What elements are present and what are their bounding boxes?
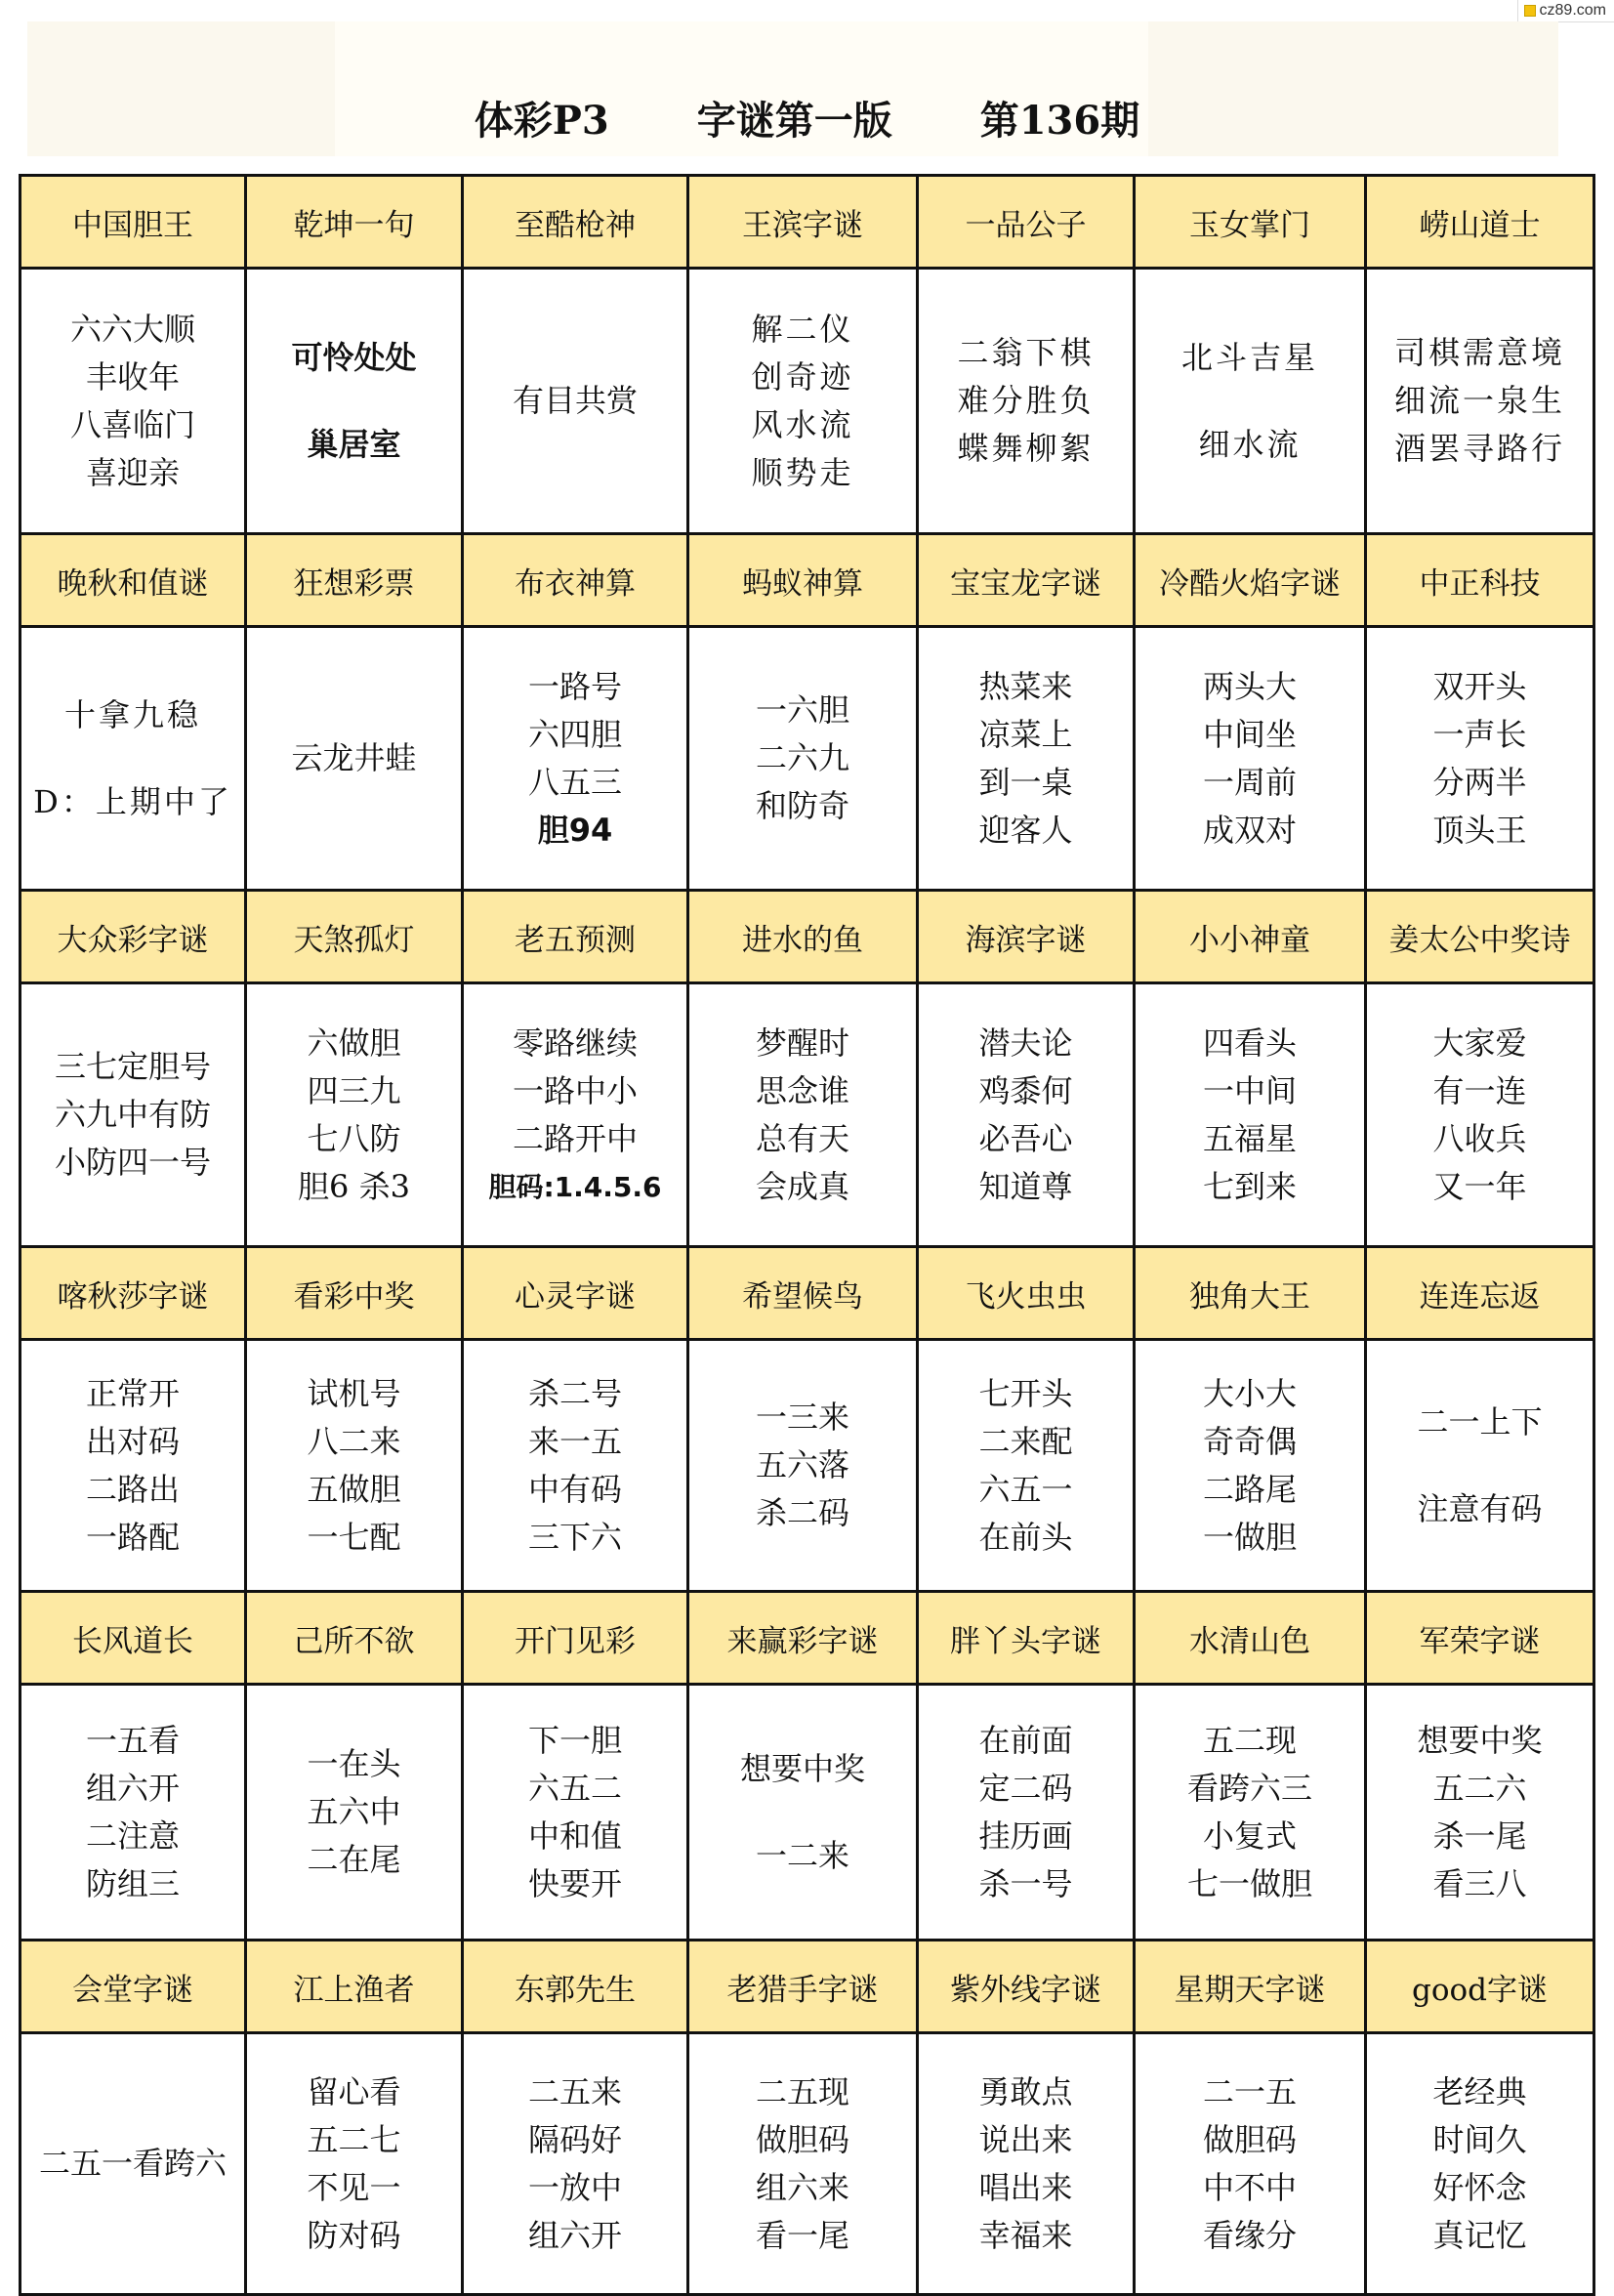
riddle-cell [21, 983, 246, 1247]
riddle-line: 热菜来 [978, 667, 1073, 705]
header-row [21, 1247, 1594, 1340]
column-header: 心灵字谜 [463, 1247, 688, 1340]
riddle-cell [463, 1685, 688, 1941]
riddle-line: 二在尾 [307, 1841, 401, 1878]
riddle-line: 八喜临门 [69, 405, 195, 443]
riddle-cell [918, 983, 1135, 1247]
riddle-line: 到一桌 [978, 763, 1073, 801]
riddle-line: 顶头王 [1432, 811, 1527, 849]
riddle-line: 一周前 [1202, 763, 1297, 801]
riddle-line: 一在头 [307, 1745, 401, 1782]
riddle-line: 小复式 [1202, 1816, 1297, 1855]
riddle-line: 隔码好 [527, 2120, 622, 2158]
column-header: 会堂字谜 [21, 1941, 246, 2033]
site-badge [1517, 0, 1614, 22]
riddle-line: 不见一 [307, 2168, 401, 2206]
riddle-line: 知道尊 [978, 1167, 1073, 1205]
riddle-line: 一声长 [1432, 715, 1527, 753]
riddle-line: 细水流 [1198, 425, 1302, 463]
riddle-line: 中和值 [527, 1816, 622, 1855]
riddle-line: 二一五 [1202, 2072, 1297, 2110]
riddle-line: 必吾心 [978, 1119, 1073, 1157]
riddle-cell [918, 1685, 1135, 1941]
riddle-line: 六九中有防 [54, 1096, 211, 1133]
riddle-cell [21, 1340, 246, 1592]
riddle-cell [246, 1340, 463, 1592]
riddle-line: 二五一看跨六 [38, 2145, 227, 2182]
riddle-cell [688, 2033, 918, 2295]
riddle-cell [1366, 2033, 1594, 2295]
header-row [21, 1592, 1594, 1685]
riddle-line: 胆94 [537, 811, 613, 849]
riddle-line: 二路开中 [512, 1119, 638, 1157]
riddle-line: 三下六 [527, 1518, 622, 1556]
riddle-cell [21, 269, 246, 534]
page-title [0, 88, 1614, 146]
column-header: 胖丫头字谜 [918, 1592, 1135, 1685]
riddle-cell [463, 269, 688, 534]
column-header: 乾坤一句 [246, 176, 463, 269]
header-row [21, 891, 1594, 983]
column-header: 长风道长 [21, 1592, 246, 1685]
riddle-row [21, 2033, 1594, 2295]
riddle-line: 会成真 [755, 1167, 849, 1205]
riddle-line: 七八防 [307, 1119, 401, 1157]
column-header: good字谜 [1366, 1941, 1594, 2033]
riddle-cell [1366, 627, 1594, 891]
spacer [21, 739, 244, 778]
riddle-cell [1366, 269, 1594, 534]
riddle-cell [21, 627, 246, 891]
riddle-line: 丰收年 [85, 357, 180, 396]
riddle-line: 中不中 [1202, 2168, 1297, 2206]
riddle-line: 七开头 [978, 1374, 1073, 1412]
riddle-line: 二五来 [527, 2072, 622, 2110]
riddle-cell [246, 983, 463, 1247]
column-header: 飞火虫虫 [918, 1247, 1135, 1340]
riddle-cell [1135, 269, 1366, 534]
column-header: 冷酷火焰字谜 [1135, 534, 1366, 627]
spacer [689, 1793, 916, 1832]
column-header: 狂想彩票 [246, 534, 463, 627]
site-badge-text: cz89.com [1539, 2, 1606, 19]
column-header: 晚秋和值谜 [21, 534, 246, 627]
column-header: 希望候鸟 [688, 1247, 918, 1340]
column-header: 天煞孤灯 [246, 891, 463, 983]
riddle-cell [688, 1340, 918, 1592]
riddle-line: 顺势走 [751, 453, 854, 491]
riddle-line: 一五看 [85, 1721, 180, 1759]
riddle-cell [246, 1685, 463, 1941]
riddle-row [21, 1340, 1594, 1592]
column-header: 中正科技 [1366, 534, 1594, 627]
riddle-line: 一七配 [307, 1518, 401, 1556]
riddle-cell [1135, 1685, 1366, 1941]
header-row [21, 1941, 1594, 2033]
riddle-line: 杀二号 [527, 1374, 622, 1412]
riddle-line: 在前头 [978, 1518, 1073, 1556]
riddle-line: 五福星 [1202, 1119, 1297, 1157]
riddle-line: 做胆码 [755, 2120, 849, 2158]
riddle-line: 三七定胆号 [54, 1048, 211, 1085]
column-header: 水清山色 [1135, 1592, 1366, 1685]
riddle-cell [688, 269, 918, 534]
riddle-line: 创奇迹 [751, 357, 854, 396]
riddle-line: 奇奇偶 [1202, 1422, 1297, 1460]
column-header: 一品公子 [918, 176, 1135, 269]
riddle-line: 防对码 [307, 2216, 401, 2254]
riddle-cell [246, 269, 463, 534]
riddle-line: 又一年 [1432, 1167, 1527, 1205]
riddle-line: 零路继续 [512, 1023, 638, 1062]
riddle-line: 在前面 [978, 1721, 1073, 1759]
riddle-line: 正常开 [85, 1374, 180, 1412]
column-header: 独角大王 [1135, 1247, 1366, 1340]
column-header: 江上渔者 [246, 1941, 463, 2033]
riddle-line: 细流一泉生 [1393, 382, 1565, 419]
spacer [1367, 1446, 1593, 1485]
riddle-line: 七到来 [1202, 1167, 1297, 1205]
riddle-line: 组六开 [85, 1769, 180, 1807]
riddle-line: 小防四一号 [54, 1144, 211, 1181]
riddle-line: 唱出来 [978, 2168, 1073, 2206]
riddle-line: 二来配 [978, 1422, 1073, 1460]
riddle-line: 定二码 [978, 1769, 1073, 1807]
riddle-line: 组六来 [755, 2168, 849, 2206]
riddle-line: 解二仪 [751, 310, 854, 348]
riddle-line: 杀一号 [978, 1864, 1073, 1902]
column-header: 军荣字谜 [1366, 1592, 1594, 1685]
riddle-line: 六做胆 [307, 1023, 401, 1062]
riddle-cell [918, 1340, 1135, 1592]
riddle-cell [1135, 627, 1366, 891]
riddle-line: 二六九 [755, 739, 849, 776]
riddle-line: 想要中奖 [739, 1749, 865, 1787]
riddle-line: 一二来 [755, 1836, 849, 1874]
riddle-line: 七一做胆 [1186, 1864, 1312, 1902]
riddle-line: 二路出 [85, 1470, 180, 1508]
riddle-line: 看跨六三 [1186, 1769, 1312, 1807]
riddle-line: 鸡黍何 [978, 1071, 1073, 1109]
riddle-row [21, 1685, 1594, 1941]
riddle-line: 可怜处处 [291, 338, 417, 376]
riddle-line: 一六胆 [755, 691, 849, 729]
riddle-line: 一做胆 [1202, 1518, 1297, 1556]
riddle-cell [918, 627, 1135, 891]
riddle-line: 酒罢寻路行 [1393, 430, 1565, 467]
riddle-line: 巢居室 [307, 425, 401, 463]
riddle-line: 下一胆 [527, 1721, 622, 1759]
riddle-cell [918, 269, 1135, 534]
riddle-line: 云龙井蛙 [291, 739, 417, 776]
column-header: 看彩中奖 [246, 1247, 463, 1340]
riddle-line: 六五二 [527, 1769, 622, 1807]
riddle-line: 挂历画 [978, 1816, 1073, 1855]
riddle-line: 思念谁 [755, 1071, 849, 1109]
riddle-cell [21, 2033, 246, 2295]
riddle-line: 五二现 [1202, 1721, 1297, 1759]
riddle-line: 十拿九稳 [63, 695, 201, 733]
riddle-line: 杀一尾 [1432, 1816, 1527, 1855]
riddle-line: 真记忆 [1432, 2216, 1527, 2254]
riddle-cell [1135, 1340, 1366, 1592]
riddle-line: 防组三 [85, 1864, 180, 1902]
riddle-line: 说出来 [978, 2120, 1073, 2158]
riddle-line: 杀二码 [755, 1494, 849, 1531]
riddle-cell [463, 983, 688, 1247]
spacer [247, 382, 461, 421]
header-row [21, 534, 1594, 627]
spacer [1136, 382, 1364, 421]
riddle-line: 大小大 [1202, 1374, 1297, 1412]
riddle-line: 幸福来 [978, 2216, 1073, 2254]
riddle-line: 看一尾 [755, 2216, 849, 2254]
riddle-line: 五做胆 [307, 1470, 401, 1508]
riddle-line: 时间久 [1432, 2120, 1527, 2158]
riddle-line: 好怀念 [1432, 2168, 1527, 2206]
riddle-line: 五二六 [1432, 1769, 1527, 1807]
riddle-line: 二五现 [755, 2072, 849, 2110]
riddle-line: 迎客人 [978, 811, 1073, 849]
riddle-line: 来一五 [527, 1422, 622, 1460]
riddle-line: 六四胆 [527, 715, 622, 753]
riddle-line: 一中间 [1202, 1071, 1297, 1109]
riddle-row [21, 983, 1594, 1247]
riddle-line: 留心看 [307, 2072, 401, 2110]
riddle-line: 五六中 [307, 1793, 401, 1830]
riddle-line: 八五三 [527, 763, 622, 801]
riddle-line: 看三八 [1432, 1864, 1527, 1902]
riddle-line: 凉菜上 [978, 715, 1073, 753]
riddle-line: 五二七 [307, 2120, 401, 2158]
riddle-cell [21, 1685, 246, 1941]
column-header: 崂山道士 [1366, 176, 1594, 269]
riddle-line: 组六开 [527, 2216, 622, 2254]
riddle-line: 风水流 [751, 405, 854, 443]
riddle-cell [688, 627, 918, 891]
riddle-line: 做胆码 [1202, 2120, 1297, 2158]
riddle-line: 二一上下 [1417, 1402, 1543, 1440]
riddle-line: 司棋需意境 [1393, 334, 1565, 371]
riddle-line: 分两半 [1432, 763, 1527, 801]
riddle-line: 胆6 杀3 [298, 1167, 410, 1205]
riddle-row [21, 627, 1594, 891]
title-edition: 字谜第一版 [696, 97, 892, 144]
riddle-line: 双开头 [1432, 667, 1527, 705]
column-header: 东郭先生 [463, 1941, 688, 2033]
riddle-line: 有目共赏 [512, 382, 638, 419]
riddle-line: 北斗吉星 [1180, 338, 1318, 376]
column-header: 蚂蚁神算 [688, 534, 918, 627]
riddle-cell [1366, 1340, 1594, 1592]
column-header: 宝宝龙字谜 [918, 534, 1135, 627]
riddle-line: 二路尾 [1202, 1470, 1297, 1508]
riddle-cell [1135, 983, 1366, 1247]
riddle-table [19, 174, 1595, 2296]
riddle-line: 成双对 [1202, 811, 1297, 849]
riddle-line: 二翁下棋 [957, 334, 1095, 371]
riddle-line: 快要开 [527, 1864, 622, 1902]
riddle-cell [246, 2033, 463, 2295]
column-header: 连连忘返 [1366, 1247, 1594, 1340]
header-row [21, 176, 1594, 269]
column-header: 大众彩字谜 [21, 891, 246, 983]
column-header: 姜太公中奖诗 [1366, 891, 1594, 983]
column-header: 星期天字谜 [1135, 1941, 1366, 2033]
column-header: 开门见彩 [463, 1592, 688, 1685]
column-header: 来赢彩字谜 [688, 1592, 918, 1685]
riddle-line: 看缘分 [1202, 2216, 1297, 2254]
riddle-line: 想要中奖 [1417, 1721, 1543, 1759]
column-header: 玉女掌门 [1135, 176, 1366, 269]
column-header: 紫外线字谜 [918, 1941, 1135, 2033]
column-header: 王滨字谜 [688, 176, 918, 269]
riddle-line: 注意有码 [1417, 1489, 1543, 1527]
riddle-line: 勇敢点 [978, 2072, 1073, 2110]
riddle-line: 一路中小 [512, 1071, 638, 1109]
riddle-line: 大家爱 [1432, 1023, 1527, 1062]
riddle-cell [463, 1340, 688, 1592]
riddle-line: 试机号 [307, 1374, 401, 1412]
column-header: 老猎手字谜 [688, 1941, 918, 2033]
column-header: 至酷枪神 [463, 176, 688, 269]
riddle-line: 一路号 [527, 667, 622, 705]
riddle-line: 梦醒时 [755, 1023, 849, 1062]
riddle-cell [1366, 983, 1594, 1247]
riddle-line: 四三九 [307, 1071, 401, 1109]
riddle-cell [246, 627, 463, 891]
riddle-cell [1135, 2033, 1366, 2295]
column-header: 喀秋莎字谜 [21, 1247, 246, 1340]
riddle-line: 出对码 [85, 1422, 180, 1460]
riddle-line: 一路配 [85, 1518, 180, 1556]
column-header: 布衣神算 [463, 534, 688, 627]
riddle-cell [918, 2033, 1135, 2295]
column-header: 中国胆王 [21, 176, 246, 269]
riddle-line: 两头大 [1202, 667, 1297, 705]
riddle-line: 六五一 [978, 1470, 1073, 1508]
riddle-line: 六六大顺 [69, 310, 195, 348]
title-issue: 第136期 [979, 97, 1140, 144]
riddle-cell [688, 983, 918, 1247]
riddle-line: 四看头 [1202, 1023, 1297, 1062]
riddle-line: 总有天 [755, 1119, 849, 1157]
riddle-cell [688, 1685, 918, 1941]
column-header: 老五预测 [463, 891, 688, 983]
column-header: 海滨字谜 [918, 891, 1135, 983]
title-lottery: 体彩P3 [474, 97, 609, 144]
riddle-line: 和防奇 [755, 787, 849, 824]
riddle-line: 胆码:1.4.5.6 [488, 1170, 662, 1203]
riddle-line: 中间坐 [1202, 715, 1297, 753]
riddle-line: 难分胜负 [957, 382, 1095, 419]
riddle-line: 中有码 [527, 1470, 622, 1508]
riddle-line: 八二来 [307, 1422, 401, 1460]
riddle-line: 一三来 [755, 1398, 849, 1436]
riddle-line: 二注意 [85, 1816, 180, 1855]
riddle-line: 五六落 [755, 1446, 849, 1483]
riddle-line: 有一连 [1432, 1071, 1527, 1109]
column-header: 进水的鱼 [688, 891, 918, 983]
riddle-line: 喜迎亲 [85, 453, 180, 491]
riddle-line: 八收兵 [1432, 1119, 1527, 1157]
riddle-cell [1366, 1685, 1594, 1941]
riddle-cell [463, 627, 688, 891]
riddle-row [21, 269, 1594, 534]
riddle-cell [463, 2033, 688, 2295]
riddle-line: 老经典 [1432, 2072, 1527, 2110]
column-header: 小小神童 [1135, 891, 1366, 983]
riddle-line: 一放中 [527, 2168, 622, 2206]
column-header: 己所不欲 [246, 1592, 463, 1685]
riddle-line: 潜夫论 [978, 1023, 1073, 1062]
riddle-line: D：上期中了 [33, 782, 232, 820]
riddle-line: 蝶舞柳絮 [957, 430, 1095, 467]
square-icon [1524, 5, 1536, 17]
